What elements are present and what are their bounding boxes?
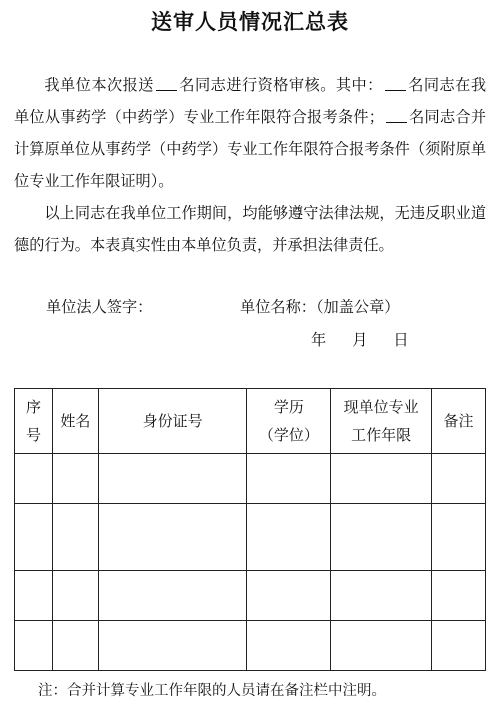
date-line [311, 329, 409, 350]
unit-name-label: 单位名称：（加盖公章） [240, 298, 400, 316]
cell-education[interactable] [247, 571, 331, 621]
cell-education[interactable] [247, 504, 331, 571]
commitment-paragraph: 以上同志在我单位工作期间，均能够遵守法律法规，无违反职业道德的行为。本表真实性由本单位负责，并承担法律责任。 [14, 204, 486, 254]
cell-seq[interactable] [15, 504, 53, 571]
count-current-unit-blank[interactable] [385, 76, 406, 91]
year-label: 年 [311, 331, 327, 349]
cell-name[interactable] [52, 504, 98, 571]
header-seq: 序 号 [15, 389, 53, 454]
day-label: 日 [393, 331, 409, 349]
cell-seq[interactable] [15, 571, 53, 621]
header-remarks: 备注 [432, 389, 486, 454]
table-header-row [15, 389, 486, 454]
footnote: 注：合并计算专业工作年限的人员请在备注栏中注明。 [38, 683, 386, 699]
cell-remarks[interactable] [432, 454, 486, 504]
count-combined-blank[interactable] [386, 108, 407, 123]
month-label: 月 [352, 331, 368, 349]
count-total-blank[interactable] [156, 76, 177, 91]
cell-remarks[interactable] [432, 571, 486, 621]
cell-work-years[interactable] [331, 454, 432, 504]
cell-id-number[interactable] [98, 454, 247, 504]
declaration-text-1: 我单位本次报送 [44, 76, 154, 94]
declaration-text-4: 名同志合并计算原单位从事药学（中药学）专业工作年限符合报考条件（须附原单位专业工作年限证明）。 [14, 108, 486, 190]
cell-id-number[interactable] [98, 621, 247, 671]
header-work-years: 现单位专业 工作年限 [331, 389, 432, 454]
legal-rep-signature-label: 单位法人签字： [46, 298, 153, 316]
table-row [15, 621, 486, 671]
cell-education[interactable] [247, 454, 331, 504]
cell-name[interactable] [52, 571, 98, 621]
cell-seq[interactable] [15, 454, 53, 504]
declaration-text-2: 名同志进行资格审核。其中： [178, 76, 383, 94]
header-education: 学历 （学位） [247, 389, 331, 454]
cell-education[interactable] [247, 621, 331, 671]
cell-seq[interactable] [15, 621, 53, 671]
cell-id-number[interactable] [98, 504, 247, 571]
header-name: 姓名 [52, 389, 98, 454]
cell-work-years[interactable] [331, 621, 432, 671]
cell-work-years[interactable] [331, 504, 432, 571]
table-row [15, 454, 486, 504]
personnel-table [14, 388, 486, 671]
header-id-number: 身份证号 [98, 389, 247, 454]
document-title: 送审人员情况汇总表 [151, 9, 349, 34]
declaration-paragraph [14, 69, 486, 197]
table-row [15, 504, 486, 571]
declaration-text-3: 名同志在我单位从事药学（中药学）专业工作年限符合报考条件； [14, 76, 487, 126]
table-row [15, 571, 486, 621]
cell-id-number[interactable] [98, 571, 247, 621]
cell-remarks[interactable] [432, 504, 486, 571]
cell-work-years[interactable] [331, 571, 432, 621]
cell-name[interactable] [52, 454, 98, 504]
cell-remarks[interactable] [432, 621, 486, 671]
cell-name[interactable] [52, 621, 98, 671]
